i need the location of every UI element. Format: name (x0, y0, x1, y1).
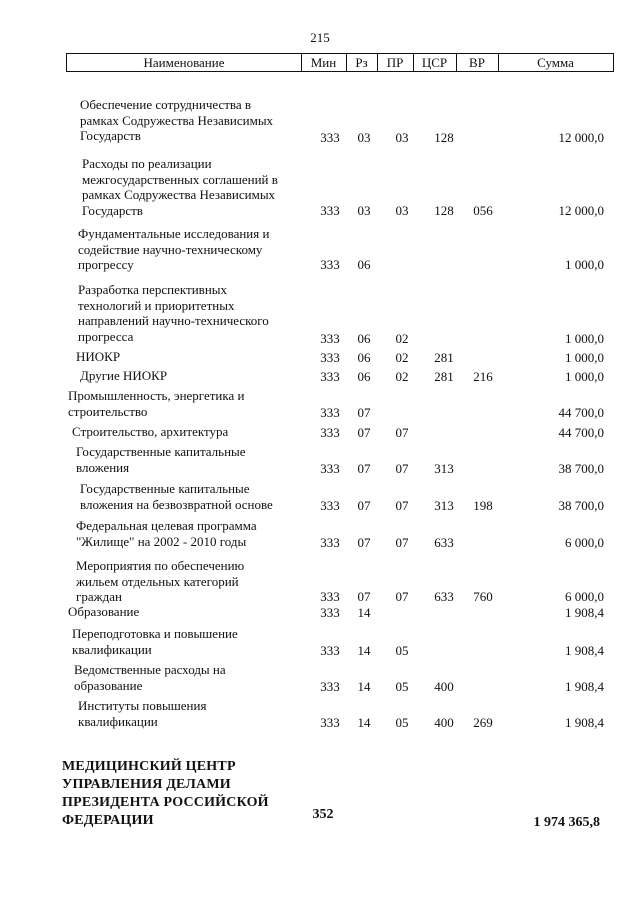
row-min: 333 (320, 604, 340, 620)
row-name: Обеспечение сотрудничества в рамках Содружества Независимых Государств (80, 97, 274, 143)
row-vr: 198 (473, 497, 493, 513)
row-min: 333 (320, 424, 340, 440)
row-rz: 06 (357, 368, 371, 384)
row-sum: 1 000,0 (565, 349, 604, 365)
row-pr: 07 (395, 588, 409, 604)
total-name: МЕДИЦИНСКИЙ ЦЕНТР УПРАВЛЕНИЯ ДЕЛАМИ ПРЕЗИДЕНТА РОССИЙСКОЙ ФЕДЕРАЦИИ (62, 759, 269, 828)
row-csr: 128 (434, 202, 454, 218)
row-rz: 14 (357, 604, 371, 620)
table-row (0, 226, 640, 272)
row-name: Другие НИОКР (80, 368, 168, 383)
row-name: Федеральная целевая программа "Жилище" на 2002 - 2010 годы (76, 518, 257, 549)
row-sum: 1 000,0 (565, 368, 604, 384)
row-sum: 1 908,4 (565, 714, 604, 730)
row-min: 333 (320, 349, 340, 365)
row-sum: 6 000,0 (565, 588, 604, 604)
row-name: Фундаментальные исследования и содействие научно-техническому прогрессу (78, 226, 270, 272)
row-name: Расходы по реализации межгосударственных соглашений в рамках Содружества Независимых Государств (82, 156, 278, 218)
row-min: 333 (320, 642, 340, 658)
row-name: Образование (68, 604, 140, 619)
row-rz: 07 (357, 588, 371, 604)
row-pr: 07 (395, 460, 409, 476)
row-sum: 44 700,0 (558, 424, 604, 440)
table-row (0, 156, 640, 218)
row-rz: 07 (357, 534, 371, 550)
table-row (0, 626, 640, 658)
header-vr: ВР (456, 54, 499, 71)
row-pr: 07 (395, 497, 409, 513)
row-rz: 07 (357, 404, 371, 420)
row-pr: 07 (395, 424, 409, 440)
row-rz: 14 (357, 642, 371, 658)
table-row (0, 518, 640, 550)
row-rz: 06 (357, 330, 371, 346)
row-pr: 05 (395, 678, 409, 694)
header-rz: Рз (346, 54, 378, 71)
table-row (0, 349, 640, 365)
row-csr: 400 (434, 714, 454, 730)
table-row (0, 424, 640, 440)
row-min: 333 (320, 256, 340, 272)
row-rz: 14 (357, 714, 371, 730)
row-pr: 02 (395, 349, 409, 365)
total-min: 352 (312, 807, 334, 822)
table-row (0, 662, 640, 694)
row-min: 333 (320, 714, 340, 730)
row-sum: 1 908,4 (565, 604, 604, 620)
row-rz: 07 (357, 497, 371, 513)
row-min: 333 (320, 368, 340, 384)
row-name: Государственные капитальные вложения на безвозвратной основе (80, 481, 273, 512)
row-min: 333 (320, 129, 340, 145)
row-name: Разработка перспективных технологий и приоритетных направлений научно-технического прогресса (78, 282, 269, 344)
table-row (0, 444, 640, 476)
row-name: Переподготовка и повышение квалификации (72, 626, 238, 657)
row-csr: 128 (434, 129, 454, 145)
row-name: Институты повышения квалификации (78, 698, 207, 729)
row-pr: 05 (395, 642, 409, 658)
row-name: НИОКР (76, 349, 121, 364)
row-min: 333 (320, 534, 340, 550)
row-sum: 38 700,0 (558, 460, 604, 476)
header-pr: ПР (377, 54, 414, 71)
row-vr: 056 (473, 202, 493, 218)
row-csr: 633 (434, 534, 454, 550)
row-min: 333 (320, 404, 340, 420)
row-name: Ведомственные расходы на образование (74, 662, 226, 693)
row-csr: 281 (434, 368, 454, 384)
row-rz: 03 (357, 202, 371, 218)
row-pr: 02 (395, 330, 409, 346)
page-number: 215 (310, 30, 330, 45)
row-name: Мероприятия по обеспечению жильем отдельных категорий граждан (76, 558, 245, 604)
row-sum: 1 000,0 (565, 256, 604, 272)
row-csr: 633 (434, 588, 454, 604)
row-vr: 269 (473, 714, 493, 730)
table-row (0, 604, 640, 620)
table-row (0, 698, 640, 730)
row-sum: 12 000,0 (558, 202, 604, 218)
row-min: 333 (320, 330, 340, 346)
row-rz: 06 (357, 256, 371, 272)
row-sum: 6 000,0 (565, 534, 604, 550)
row-rz: 06 (357, 349, 371, 365)
row-csr: 400 (434, 678, 454, 694)
row-csr: 313 (434, 497, 454, 513)
row-vr: 216 (473, 368, 493, 384)
table-row (0, 368, 640, 384)
row-name: Промышленность, энергетика и строительство (68, 388, 245, 419)
table-row (0, 97, 640, 145)
row-rz: 07 (357, 460, 371, 476)
total-row (0, 758, 640, 830)
total-sum: 1 974 365,8 (533, 815, 600, 830)
table-row (0, 558, 640, 604)
table-row (0, 282, 640, 346)
row-rz: 03 (357, 129, 371, 145)
row-min: 333 (320, 678, 340, 694)
table-row (0, 388, 640, 420)
header-sum: Сумма (537, 55, 574, 70)
row-pr: 05 (395, 714, 409, 730)
table-header (66, 53, 614, 72)
row-name: Государственные капитальные вложения (76, 444, 246, 475)
row-vr: 760 (473, 588, 493, 604)
row-sum: 1 908,4 (565, 642, 604, 658)
table-row (0, 481, 640, 513)
row-sum: 38 700,0 (558, 497, 604, 513)
row-sum: 44 700,0 (558, 404, 604, 420)
row-rz: 14 (357, 678, 371, 694)
row-sum: 12 000,0 (558, 129, 604, 145)
row-sum: 1 908,4 (565, 678, 604, 694)
header-name: Наименование (67, 54, 302, 71)
header-csr: ЦСР (413, 54, 457, 71)
row-pr: 07 (395, 534, 409, 550)
row-pr: 03 (395, 129, 409, 145)
row-csr: 313 (434, 460, 454, 476)
row-name: Строительство, архитектура (72, 424, 229, 439)
row-min: 333 (320, 497, 340, 513)
row-sum: 1 000,0 (565, 330, 604, 346)
row-rz: 07 (357, 424, 371, 440)
row-min: 333 (320, 588, 340, 604)
row-pr: 03 (395, 202, 409, 218)
row-min: 333 (320, 202, 340, 218)
row-pr: 02 (395, 368, 409, 384)
row-csr: 281 (434, 349, 454, 365)
header-min: Мин (301, 54, 347, 71)
row-min: 333 (320, 460, 340, 476)
